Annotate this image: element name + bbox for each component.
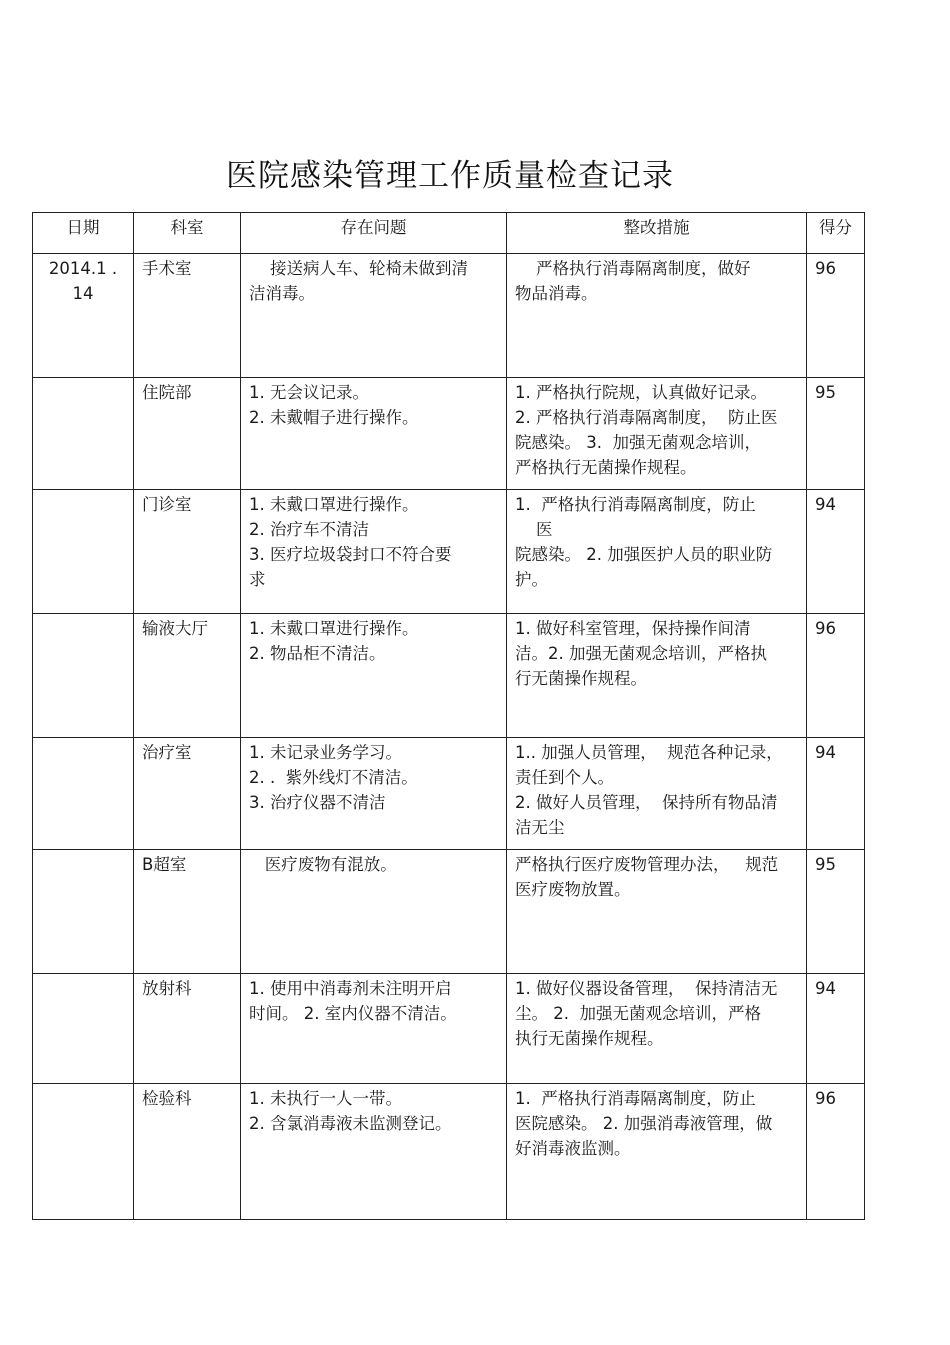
measure-cell-line: 2. 严格执行消毒隔离制度， 防止医 [515, 408, 778, 427]
measure-cell-line: 医院感染。 2. 加强消毒液管理，做 [515, 1114, 773, 1133]
header-date: 日期 [33, 213, 134, 254]
table-row [33, 378, 865, 490]
measure-cell-line: 1. 做好仪器设备管理， 保持清洁无 [515, 979, 778, 998]
date-cell [33, 738, 134, 850]
score-cell: 96 [807, 254, 865, 378]
date-cell [33, 614, 134, 738]
measure-cell-line: 1. 严格执行消毒隔离制度，防止 [515, 495, 756, 514]
dept-cell: 手术室 [134, 254, 241, 378]
table-row [33, 850, 865, 974]
measure-cell-line: 严格执行无菌操作规程。 [515, 458, 697, 477]
measure-cell-line: 2. 做好人员管理， 保持所有物品清 [515, 793, 778, 812]
problem-cell [241, 254, 507, 378]
inspection-record-table [32, 212, 865, 1220]
measure-cell-line: 医疗废物放置。 [515, 880, 631, 899]
measure-cell [507, 378, 807, 490]
measure-cell-line: 尘。 2. 加强无菌观念培训，严格 [515, 1004, 761, 1023]
measure-cell-line: 1. 做好科室管理，保持操作间清 [515, 619, 751, 638]
header-measure: 整改措施 [507, 213, 807, 254]
dept-cell: 输液大厅 [134, 614, 241, 738]
measure-cell-line: 物品消毒。 [515, 284, 598, 303]
measure-cell-line: 1.. 加强人员管理， 规范各种记录， [515, 743, 783, 762]
measure-cell [507, 850, 807, 974]
measure-cell [507, 738, 807, 850]
date-cell [33, 850, 134, 974]
table-row [33, 738, 865, 850]
table-row [33, 614, 865, 738]
date-cell [33, 254, 134, 378]
score-cell: 95 [807, 378, 865, 490]
date-cell [33, 490, 134, 614]
problem-cell-line: 2. 含氯消毒液未监测登记。 [249, 1114, 452, 1133]
measure-cell-line: 医 [515, 520, 553, 539]
header-problem: 存在问题 [241, 213, 507, 254]
problem-cell-line: 时间。 2. 室内仪器不清洁。 [249, 1004, 457, 1023]
date-cell [33, 974, 134, 1084]
measure-cell-line: 洁无尘 [515, 818, 565, 837]
date-cell-line: 2014.1 . [48, 259, 118, 278]
dept-cell: 检验科 [134, 1084, 241, 1220]
measure-cell-line: 护。 [515, 570, 548, 589]
measure-cell-line: 严格执行消毒隔离制度，做好 [515, 259, 751, 278]
measure-cell [507, 490, 807, 614]
score-cell: 94 [807, 738, 865, 850]
measure-cell-line: 洁。2. 加强无菌观念培训，严格执 [515, 644, 767, 663]
problem-cell-line: 求 [249, 570, 266, 589]
problem-cell-line: 1. 使用中消毒剂未注明开启 [249, 979, 452, 998]
problem-cell-line: 1. 未戴口罩进行操作。 [249, 495, 419, 514]
problem-cell [241, 1084, 507, 1220]
problem-cell [241, 974, 507, 1084]
page-title: 医院感染管理工作质量检查记录 [226, 158, 674, 194]
problem-cell-line: 1. 未记录业务学习。 [249, 743, 402, 762]
problem-cell-line: 医疗废物有混放。 [249, 855, 397, 874]
problem-cell [241, 850, 507, 974]
problem-cell-line: 1. 无会议记录。 [249, 383, 369, 402]
measure-cell-line: 1. 严格执行消毒隔离制度，防止 [515, 1089, 756, 1108]
problem-cell-line: 1. 未戴口罩进行操作。 [249, 619, 419, 638]
problem-cell-line: 1. 未执行一人一带。 [249, 1089, 402, 1108]
dept-cell: B超室 [134, 850, 241, 974]
score-cell: 96 [807, 614, 865, 738]
measure-cell-line: 好消毒液监测。 [515, 1139, 631, 1158]
score-cell: 94 [807, 490, 865, 614]
measure-cell-line: 1. 严格执行院规，认真做好记录。 [515, 383, 767, 402]
dept-cell: 治疗室 [134, 738, 241, 850]
measure-cell-line: 责任到个人。 [515, 768, 614, 787]
score-cell: 96 [807, 1084, 865, 1220]
measure-cell [507, 614, 807, 738]
date-cell [33, 378, 134, 490]
problem-cell [241, 378, 507, 490]
measure-cell-line: 行无菌操作规程。 [515, 669, 647, 688]
problem-cell-line: 接送病人车、轮椅未做到清 [249, 259, 468, 278]
problem-cell [241, 490, 507, 614]
problem-cell-line: 3. 治疗仪器不清洁 [249, 793, 386, 812]
measure-cell-line: 院感染。 2. 加强医护人员的职业防 [515, 545, 773, 564]
dept-cell: 住院部 [134, 378, 241, 490]
problem-cell [241, 738, 507, 850]
measure-cell-line: 严格执行医疗废物管理办法， 规范 [515, 855, 779, 874]
measure-cell-line: 院感染。 3. 加强无菌观念培训， [515, 433, 761, 452]
table-row [33, 254, 865, 378]
problem-cell-line: 2. 未戴帽子进行操作。 [249, 408, 419, 427]
problem-cell-line: 3. 医疗垃圾袋封口不符合要 [249, 545, 452, 564]
score-cell: 95 [807, 850, 865, 974]
problem-cell-line: 2. 物品柜不清洁。 [249, 644, 386, 663]
measure-cell [507, 974, 807, 1084]
measure-cell [507, 1084, 807, 1220]
header-dept: 科室 [134, 213, 241, 254]
problem-cell-line: 2. 治疗车不清洁 [249, 520, 369, 539]
table-header-row [33, 213, 865, 254]
problem-cell-line: 洁消毒。 [249, 284, 315, 303]
header-score: 得分 [807, 213, 865, 254]
date-cell [33, 1084, 134, 1220]
problem-cell [241, 614, 507, 738]
date-cell-line: 14 [72, 284, 94, 303]
measure-cell [507, 254, 807, 378]
table-row [33, 490, 865, 614]
problem-cell-line: 2. . 紫外线灯不清洁。 [249, 768, 418, 787]
measure-cell-line: 执行无菌操作规程。 [515, 1029, 664, 1048]
score-cell: 94 [807, 974, 865, 1084]
table-row [33, 1084, 865, 1220]
dept-cell: 门诊室 [134, 490, 241, 614]
table-row [33, 974, 865, 1084]
dept-cell: 放射科 [134, 974, 241, 1084]
